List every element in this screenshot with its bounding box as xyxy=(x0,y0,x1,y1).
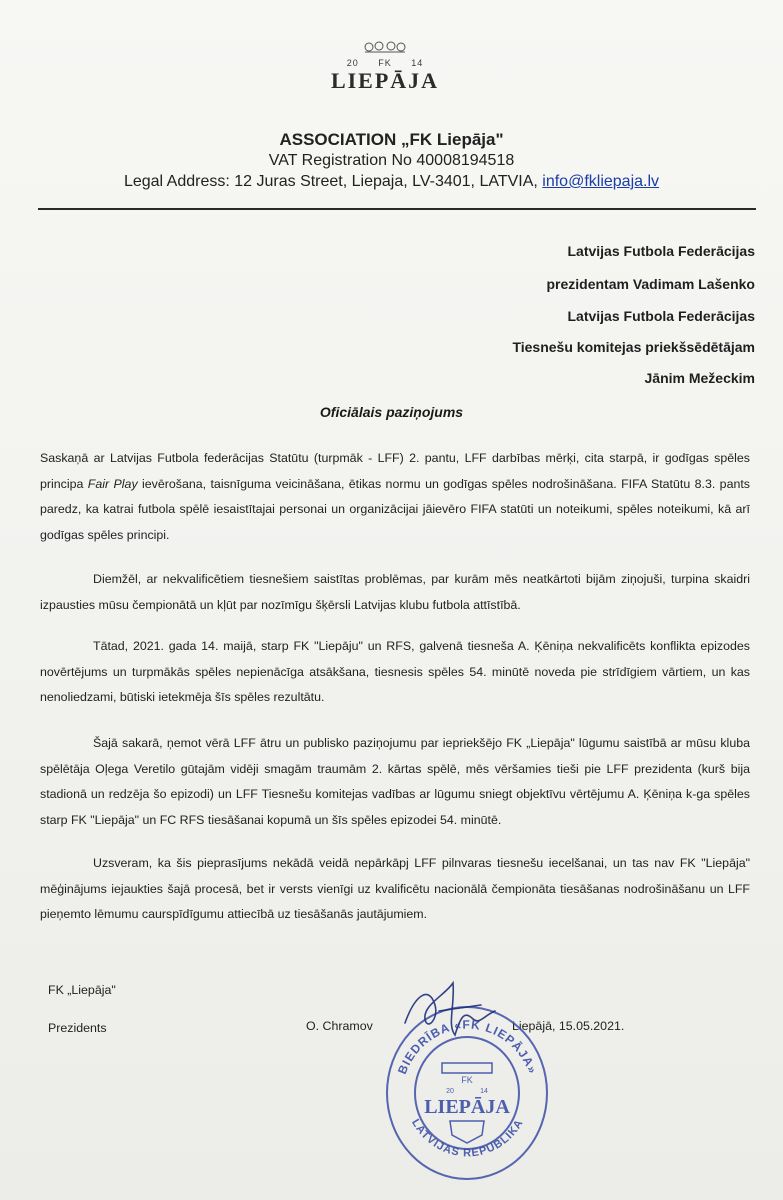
stamp-year-left: 20 xyxy=(446,1088,454,1095)
body-paragraph: Diemžēl, ar nekvalificētiem tiesnešiem saistītas problēmas, par kurām mēs neatkārtoti bijām ziņojuši, turpina skaidri izpausties mūsu čempionātā un kļūt par nozīmīgu šķērsli Latvijas klubu futbola attīstībā. xyxy=(40,572,750,612)
body-paragraph: Tātad, 2021. gada 14. maijā, starp FK "Liepāju" un RFS, galvenā tiesneša A. Ķēniņa nekvalificēts konflikta epizodes novērtējums un turpmākās spēles nepienācīga atsākšana, tiesnesis spēles 54. minūtē noveda pie strīdīgiem vārtiem, un kas nenoliedzami, būtiski ietekmēja šīs spēles rezultātu. xyxy=(40,639,750,704)
signatory-name: O. Chramov xyxy=(306,1019,373,1033)
addressee-line: Tiesnešu komitejas priekšsēdētājam xyxy=(512,339,755,355)
body-paragraph xyxy=(40,446,750,548)
logo-year-left: 20 xyxy=(346,58,359,68)
address-text: Legal Address: 12 Juras Street, Liepaja, LV-3401, LATVIA, xyxy=(123,173,543,190)
paragraph-text: ievērošana, taisnīguma veicināšana, ētikas normu un godīgas spēles nodrošināšana. FIFA Statūtu 8.3. pants paredz, ka katrai futbola spēlē iesaistītajai personai un organizācijai jāievēro FIFA statūti un noteikumi, spēles noteikumi, kā arī godīgas spēles principi. xyxy=(40,476,750,542)
stamp-ring-bottom: LATVIJAS REPUBLIKA xyxy=(409,1117,526,1160)
addressee-line: Latvijas Futbola Federācijas xyxy=(567,243,755,259)
fair-play-term: Fair Play xyxy=(87,476,138,491)
logo-years xyxy=(330,58,440,68)
vat-number: VAT Registration No 40008194518 xyxy=(268,152,515,169)
handwritten-signature xyxy=(395,975,505,1045)
addressee-line: prezidentam Vadimam Lašenko xyxy=(546,276,755,292)
addressee-line: Latvijas Futbola Federācijas xyxy=(567,308,755,324)
logo-fk: FK xyxy=(378,58,392,68)
legal-address xyxy=(0,173,783,191)
stamp-year-right: 14 xyxy=(480,1088,488,1095)
stamp-fk: FK xyxy=(461,1075,473,1085)
svg-text:LATVIJAS REPUBLIKA xyxy=(409,1117,526,1159)
club-logo xyxy=(330,38,440,102)
header-divider xyxy=(38,208,756,210)
paragraph-text: Saskaņā ar Latvijas Futbola federācijas Statūtu (turpmāk - LFF) 2. pantu, LFF darbības mērķi, cita starpā, ir godīgas spēles principa xyxy=(40,451,750,491)
addressee-line: Jānim Mežeckim xyxy=(644,370,755,386)
document-subject: Oficiālais paziņojums xyxy=(319,404,464,420)
signature-organization: FK „Liepāja" xyxy=(48,983,116,997)
email-link[interactable]: info@fkliepaja.lv xyxy=(542,173,660,190)
signature-role: Prezidents xyxy=(48,1021,107,1035)
stamp-ring-top: BIEDRĪBA «FK LIEPĀJA» xyxy=(395,1017,540,1077)
association-title: ASSOCIATION „FK Liepāja" xyxy=(279,130,504,149)
logo-year-right: 14 xyxy=(411,58,424,68)
body-paragraph: Šajā sakarā, ņemot vērā LFF ātru un publisko paziņojumu par iepriekšējo FK „Liepāja" lūgumu saistībā ar mūsu kluba spēlētāja Oļega Veretilo gūtajām vidēji smagām traumām 2. kārtas spēlē, mēs vēršamies tieši pie LFF prezidenta (kurš bija stadionā un redzēja šo epizodi) un LFF Tiesnešu komitejas vadības ar lūgumu sniegt objektīvu vērtējumu A. Ķēniņa k-ga spēles starp FK "Liepāja" un FC RFS tiesāšanai kopumā un šīs spēles epizodei 54. minūtē. xyxy=(40,736,750,827)
body-paragraph: Uzsveram, ka šis pieprasījums nekādā veidā nepārkāpj LFF pilnvaras tiesnešu iecelšanai, un tas nav FK "Liepāja" mēģinājums iejaukties šajā procesā, bet ir versts vienīgi uz kvalificētu nacionālā čempionāta tiesāšanas nodrošināšanu un LFF pieņemto lēmumu caurspīdīgumu attiecībā uz tiesāšanās jautājumiem. xyxy=(40,856,750,921)
logo-wordmark: LIEPĀJA xyxy=(330,68,440,93)
signature-date: Liepājā, 15.05.2021. xyxy=(512,1019,625,1033)
stamp-center-text: LIEPĀJA xyxy=(424,1096,510,1118)
crown-icon xyxy=(363,40,407,54)
